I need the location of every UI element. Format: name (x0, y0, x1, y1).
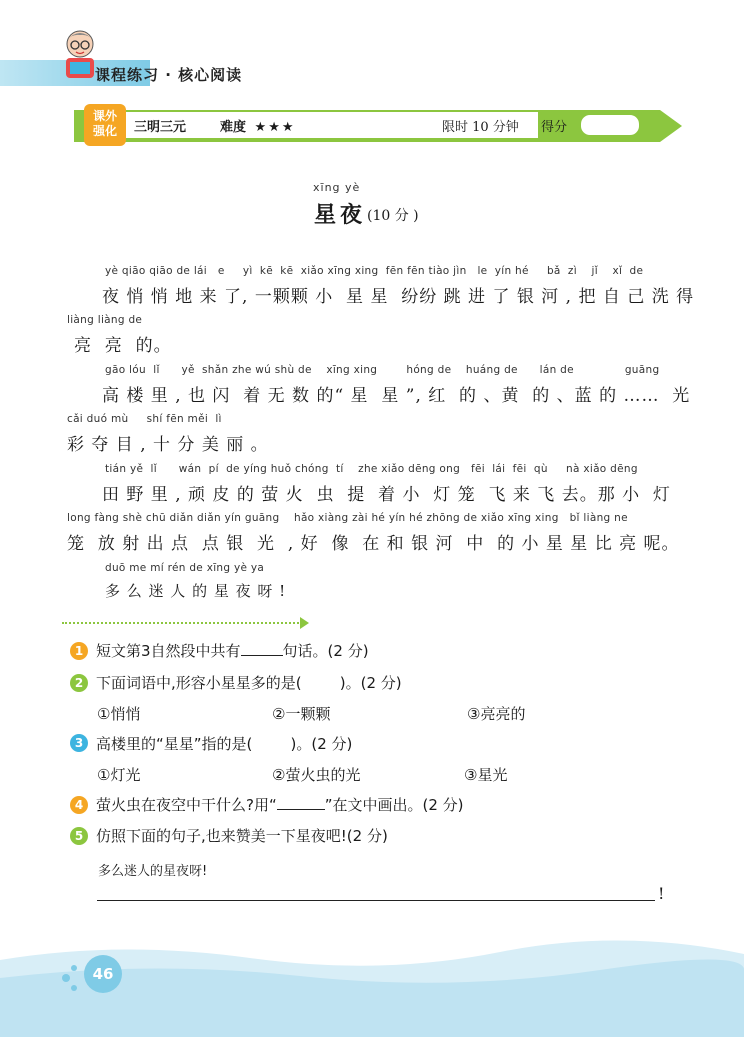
question-text: 下面词语中,形容小星星多的是( )。(2 分) (96, 674, 402, 692)
header-title: 课程练习 · 核心阅读 (95, 66, 243, 84)
question-text-before: 萤火虫在夜空中干什么?用“ (96, 796, 277, 814)
title-pinyin: xīng yè (313, 181, 361, 194)
answer-blank[interactable] (277, 795, 325, 810)
question-text-after: 句话。(2 分) (282, 642, 369, 660)
question-number: 1 (70, 642, 88, 660)
passage-title: 星夜 (314, 202, 367, 228)
arrow-icon (300, 617, 309, 629)
time-limit: 限时 10 分钟 (442, 120, 519, 135)
passage-line: 亮 亮 的。 (74, 336, 172, 356)
answer-blank[interactable] (241, 641, 283, 656)
question-text-before: 短文第3自然段中共有 (96, 642, 241, 660)
passage-line: 彩 夺 目 , 十 分 美 丽 。 (67, 435, 269, 455)
option[interactable]: ③星光 (464, 766, 508, 784)
badge-line-2: 强化 (92, 124, 117, 138)
passage-line: 笼 放 射 出 点 点 银 光 , 好 像 在 和 银 河 中 的 小 星 星 比 亮 呢。 (67, 534, 680, 554)
pinyin-line: duō me mí rén de xīng yè ya (105, 562, 265, 574)
page-number: 46 (84, 955, 122, 993)
pinyin-line: long fàng shè chū diǎn diǎn yín guāng hǎo xiàng zài hé yín hé zhōng de xiǎo xīng xing bǐ liàng ne (67, 512, 628, 524)
passage-line: 田 野 里 , 顽 皮 的 萤 火 虫 提 着 小 灯 笼 飞 来 飞 去。那 小 灯 (102, 485, 671, 505)
question-number: 2 (70, 674, 88, 692)
question-text: 高楼里的“星星”指的是( )。(2 分) (96, 735, 353, 753)
difficulty (220, 116, 296, 135)
difficulty-label: 难度 (220, 120, 247, 135)
badge-line-1: 课外 (92, 109, 117, 123)
question-number: 5 (70, 827, 88, 845)
score-label: 得分 (541, 120, 568, 135)
question-text-after: ”在文中画出。(2 分) (324, 796, 464, 814)
question-number: 3 (70, 734, 88, 752)
section-divider (62, 622, 302, 624)
difficulty-stars-icon: ★★★ (254, 120, 296, 135)
option[interactable]: ③亮亮的 (467, 705, 526, 723)
passage-line: 夜 悄 悄 地 来 了, 一颗颗 小 星 星 纷纷 跳 进 了 银 河 , 把 自 己 洗 得 (102, 287, 695, 307)
pinyin-line: yè qiāo qiāo de lái e yì kē kē xiǎo xīng xing fēn fēn tiào jìn le yín hé bǎ zì jǐ xǐ de (105, 265, 644, 277)
option[interactable]: ②一颗颗 (272, 705, 331, 723)
option[interactable]: ①灯光 (97, 766, 141, 784)
question-text: 仿照下面的句子,也来赞美一下星夜吧!(2 分) (96, 827, 388, 845)
passage-line: 多 么 迷 人 的 星 夜 呀 ! (105, 582, 287, 600)
sample-sentence: 多么迷人的星夜呀! (98, 864, 208, 879)
option[interactable]: ②萤火虫的光 (272, 766, 361, 784)
pinyin-line: liàng liàng de (67, 314, 143, 326)
option[interactable]: ①悄悄 (97, 705, 141, 723)
pinyin-line: tián yě lǐ wán pí de yíng huǒ chóng tí zhe xiǎo dēng ong fēi lái fēi qù nà xiǎo dēng (105, 463, 638, 475)
passage-points: (10 分 ) (367, 208, 419, 224)
question-text (96, 640, 369, 661)
question-text (96, 794, 464, 815)
extracurricular-badge (84, 104, 126, 146)
answer-line[interactable] (97, 900, 655, 901)
pinyin-line: gāo lóu lǐ yě shǎn zhe wú shù de xīng xing hóng de huáng de lán de guāng (105, 364, 660, 376)
passage-line: 高 楼 里 , 也 闪 着 无 数 的“ 星 星 ”, 红 的 、黄 的 、蓝 的 …… 光 (102, 386, 691, 406)
answer-end-mark: ! (658, 884, 665, 903)
publisher-label: 三明三元 (134, 120, 187, 135)
question-number: 4 (70, 796, 88, 814)
score-field[interactable] (580, 114, 640, 136)
pinyin-line: cǎi duó mù shí fēn měi lì (67, 413, 222, 425)
